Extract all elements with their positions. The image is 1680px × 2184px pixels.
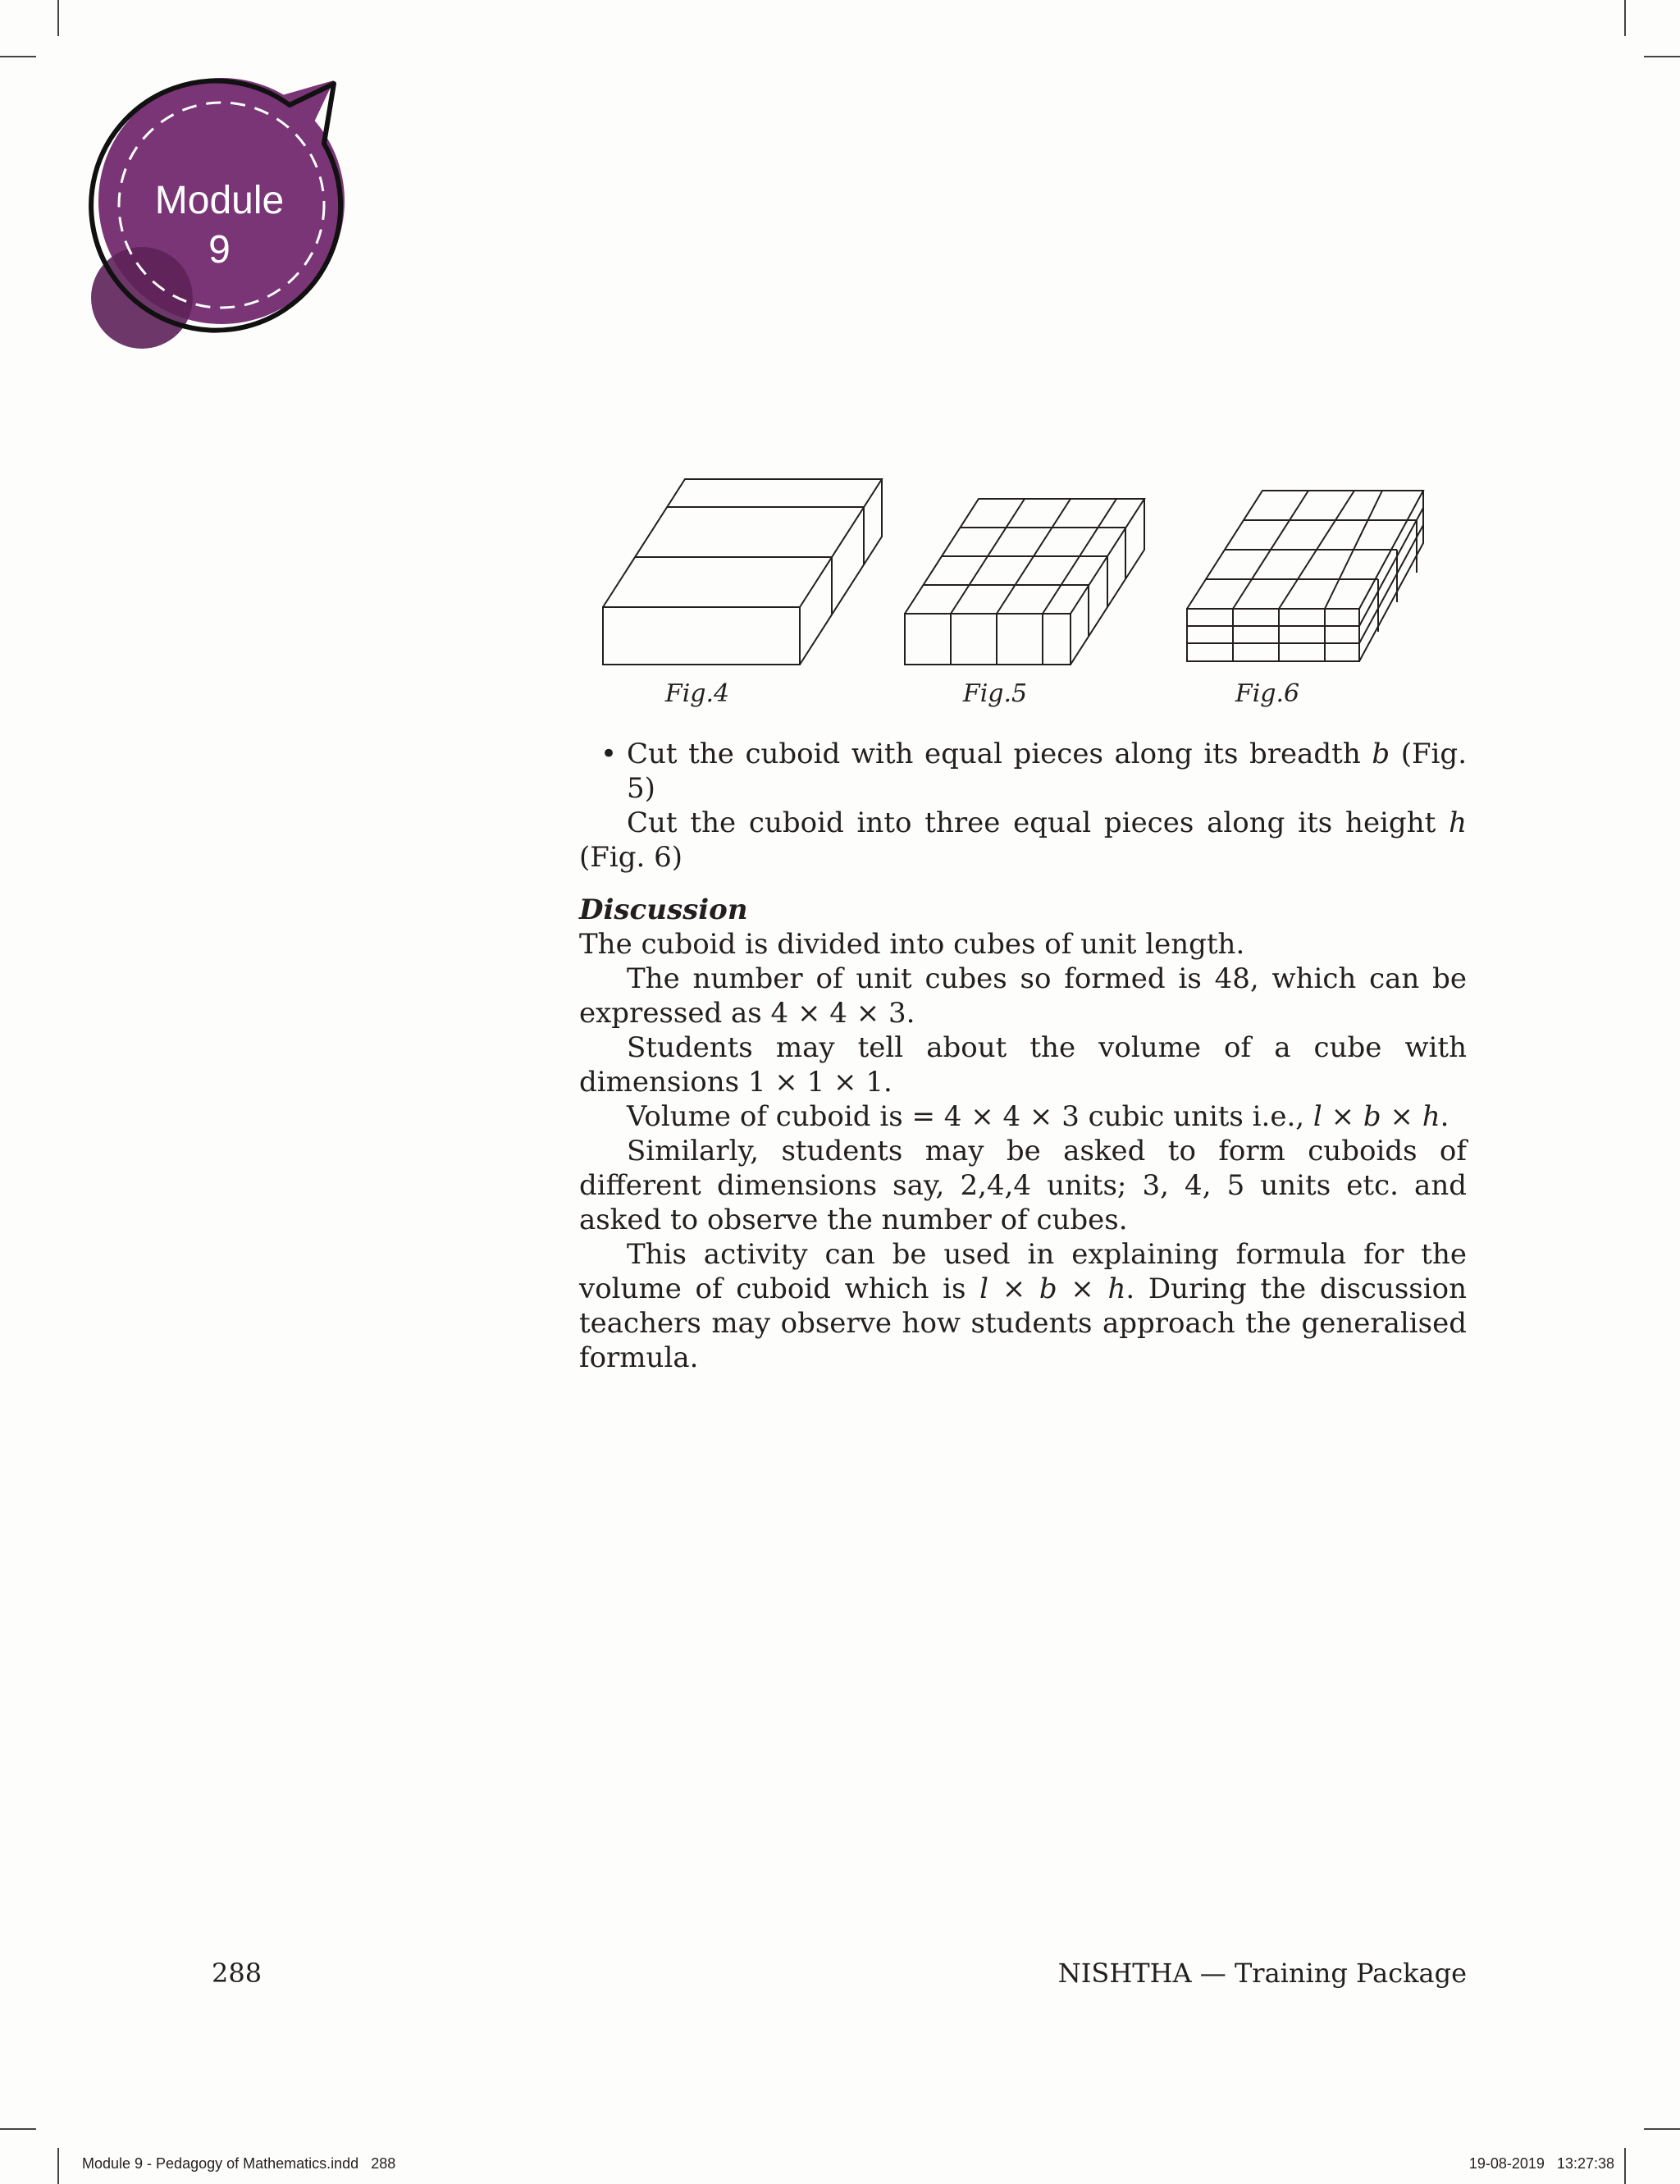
module-word: Module xyxy=(154,179,285,222)
bullet-marker: • xyxy=(600,738,618,770)
crop-mark xyxy=(0,56,36,57)
bullet-item: • Cut the cuboid with equal pieces along its breadth b (Fig. 5) xyxy=(600,738,1467,805)
paragraph: Cut the cuboid into three equal pieces along its height h (Fig. 6) xyxy=(579,806,1467,874)
crop-mark xyxy=(1624,0,1626,36)
crop-mark xyxy=(1624,2148,1626,2184)
page-number: 288 xyxy=(212,1958,262,1989)
paragraph: The cuboid is divided into cubes of unit length. xyxy=(579,928,1245,961)
crop-mark xyxy=(1644,56,1680,57)
cuboid-figures xyxy=(595,468,1456,714)
figure-6-cuboid xyxy=(1187,491,1423,661)
running-footer: NISHTHA — Training Package xyxy=(1057,1958,1467,1989)
paragraph: Similarly, students may be asked to form cuboids of different dimensions say, 2,4,4 units; 3, 4, 5 units etc. and asked to observe the number of cubes. xyxy=(579,1135,1467,1236)
crop-mark xyxy=(57,2148,59,2184)
crop-mark xyxy=(0,2128,36,2130)
section-heading: Discussion xyxy=(579,893,748,926)
crop-mark xyxy=(57,0,59,36)
figure-caption: Fig.6 xyxy=(1235,679,1300,708)
module-number: 9 xyxy=(208,228,231,272)
slug-filename: Module 9 - Pedagogy of Mathematics.indd 288 xyxy=(82,2155,396,2172)
slug-timestamp: 19-08-2019 13:27:38 xyxy=(1468,2155,1614,2172)
figure-4-cuboid xyxy=(603,479,882,665)
paragraph: Volume of cuboid is = 4 × 4 × 3 cubic units i.e., l × b × h. xyxy=(627,1100,1449,1133)
paragraph: Students may tell about the volume of a cube with dimensions 1 × 1 × 1. xyxy=(579,1031,1467,1099)
paragraph: The number of unit cubes so formed is 48, which can be expressed as 4 × 4 × 3. xyxy=(579,962,1467,1030)
figure-caption: Fig.4 xyxy=(664,679,730,708)
module-label xyxy=(123,176,316,275)
figure-5-cuboid xyxy=(905,499,1144,665)
paragraph: This activity can be used in explaining formula for the volume of cuboid which is l × b × h. During the discussion teachers may observe how students approach the generalised formula. xyxy=(579,1238,1467,1374)
crop-mark xyxy=(1644,2128,1680,2130)
main-content xyxy=(579,737,1467,1375)
figure-caption: Fig.5 xyxy=(962,679,1028,708)
